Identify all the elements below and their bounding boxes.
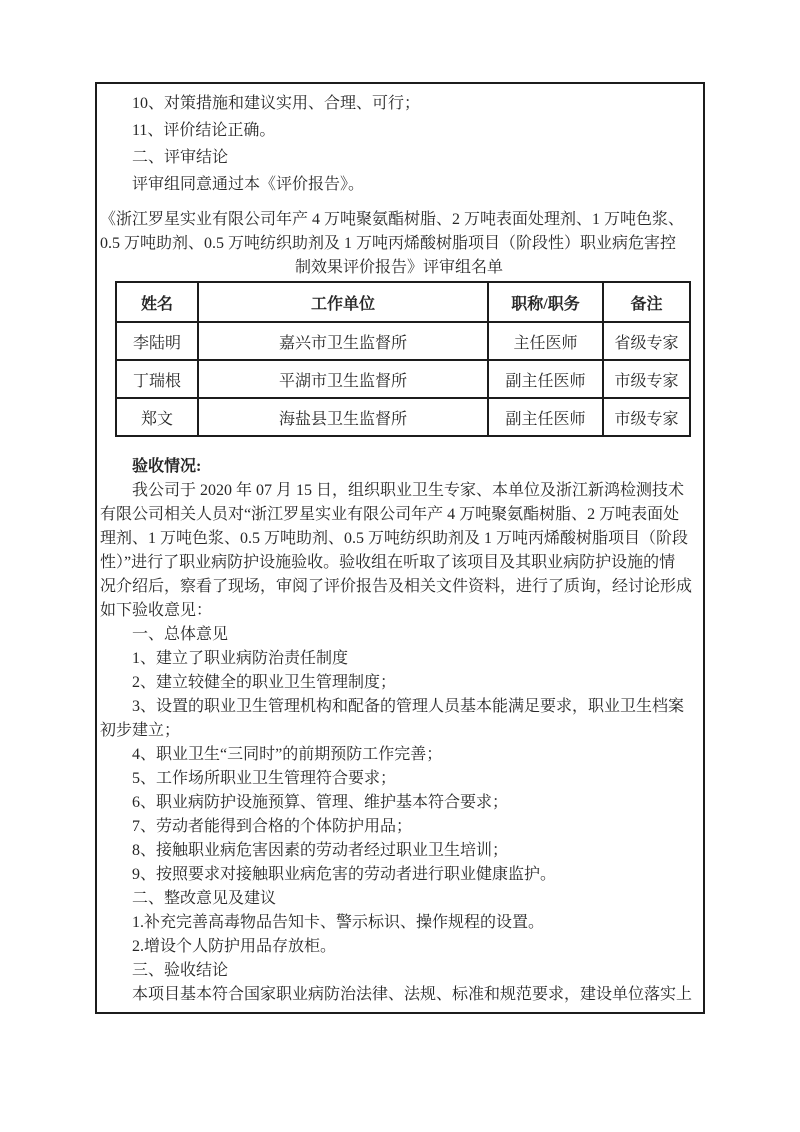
table-row	[116, 360, 690, 398]
expert-note-cell: 市级专家	[603, 360, 690, 398]
review-conclusion-section	[100, 90, 698, 198]
expert-list-title-line: 制效果评价报告》评审组名单	[294, 259, 503, 276]
review-line: 11、评价结论正确。	[132, 122, 276, 139]
acceptance-line: 1.补充完善高毒物品告知卡、警示标识、操作规程的设置。	[132, 914, 545, 931]
expert-title-cell: 副主任医师	[488, 398, 603, 436]
expert-table-header-row	[116, 282, 690, 322]
acceptance-line: 况介绍后，察看了现场，审阅了评价报告及相关文件资料，进行了质询，经讨论形成	[100, 578, 693, 595]
acceptance-line: 2.增设个人防护用品存放柜。	[132, 938, 337, 955]
expert-list-title-line: 0.5 万吨助剂、0.5 万吨纺织助剂及 1 万吨丙烯酸树脂项目（阶段性）职业病危害控	[100, 235, 677, 252]
expert-note-cell: 市级专家	[603, 398, 690, 436]
review-section-heading: 二、评审结论	[132, 149, 229, 166]
acceptance-line: 本项目基本符合国家职业病防治法律、法规、标准和规范要求，建设单位落实上	[132, 986, 693, 1003]
expert-workunit-cell: 海盐县卫生监督所	[198, 398, 488, 436]
table-row	[116, 398, 690, 436]
acceptance-line: 9、按照要求对接触职业病危害的劳动者进行职业健康监护。	[132, 866, 557, 883]
expert-workunit-cell: 平湖市卫生监督所	[198, 360, 488, 398]
acceptance-line: 5、工作场所职业卫生管理符合要求；	[132, 770, 397, 787]
acceptance-section	[100, 455, 698, 1007]
acceptance-line: 8、接触职业病危害因素的劳动者经过职业卫生培训；	[132, 842, 509, 859]
expert-table-header-note: 备注	[603, 282, 690, 322]
acceptance-line: 7、劳动者能得到合格的个体防护用品；	[132, 818, 413, 835]
expert-name-cell: 郑文	[116, 398, 198, 436]
acceptance-subheading: 一、总体意见	[132, 626, 229, 643]
expert-title-cell: 副主任医师	[488, 360, 603, 398]
expert-title-cell: 主任医师	[488, 322, 603, 360]
expert-name-cell: 丁瑞根	[116, 360, 198, 398]
expert-table-header-title: 职称/职务	[488, 282, 603, 322]
expert-table	[115, 281, 691, 437]
expert-table-header-workunit: 工作单位	[198, 282, 488, 322]
acceptance-line: 初步建立；	[100, 722, 181, 739]
review-line: 10、对策措施和建议实用、合理、可行；	[132, 95, 421, 112]
acceptance-line: 1、建立了职业病防治责任制度	[132, 650, 349, 667]
acceptance-line: 如下验收意见：	[100, 602, 213, 619]
acceptance-line: 有限公司相关人员对“浙江罗星实业有限公司年产 4 万吨聚氨酯树脂、2 万吨表面处	[100, 506, 680, 523]
expert-list-title-line: 《浙江罗星实业有限公司年产 4 万吨聚氨酯树脂、2 万吨表面处理剂、1 万吨色浆、	[100, 211, 685, 228]
acceptance-line: 2、建立较健全的职业卫生管理制度；	[132, 674, 397, 691]
acceptance-line: 3、设置的职业卫生管理机构和配备的管理人员基本能满足要求，职业卫生档案	[132, 698, 685, 715]
expert-workunit-cell: 嘉兴市卫生监督所	[198, 322, 488, 360]
acceptance-subheading: 三、验收结论	[132, 962, 229, 979]
acceptance-line: 理剂、1 万吨色浆、0.5 万吨助剂、0.5 万吨纺织助剂及 1 万吨丙烯酸树脂项目（阶段	[100, 530, 689, 547]
document-frame	[95, 82, 705, 1014]
acceptance-line: 4、职业卫生“三同时”的前期预防工作完善；	[132, 746, 443, 763]
table-row	[116, 322, 690, 360]
expert-table-header-name: 姓名	[116, 282, 198, 322]
review-line: 评审组同意通过本《评价报告》。	[132, 176, 365, 193]
acceptance-line: 我公司于 2020 年 07 月 15 日，组织职业卫生专家、本单位及浙江新鸿检测技术	[132, 482, 685, 499]
expert-name-cell: 李陆明	[116, 322, 198, 360]
acceptance-line: 6、职业病防护设施预算、管理、维护基本符合要求；	[132, 794, 509, 811]
expert-list-title	[100, 208, 698, 280]
acceptance-heading: 验收情况:	[132, 458, 202, 475]
expert-note-cell: 省级专家	[603, 322, 690, 360]
acceptance-line: 性）”进行了职业病防护设施验收。验收组在听取了该项目及其职业病防护设施的情	[100, 554, 676, 571]
acceptance-subheading: 二、整改意见及建议	[132, 890, 277, 907]
